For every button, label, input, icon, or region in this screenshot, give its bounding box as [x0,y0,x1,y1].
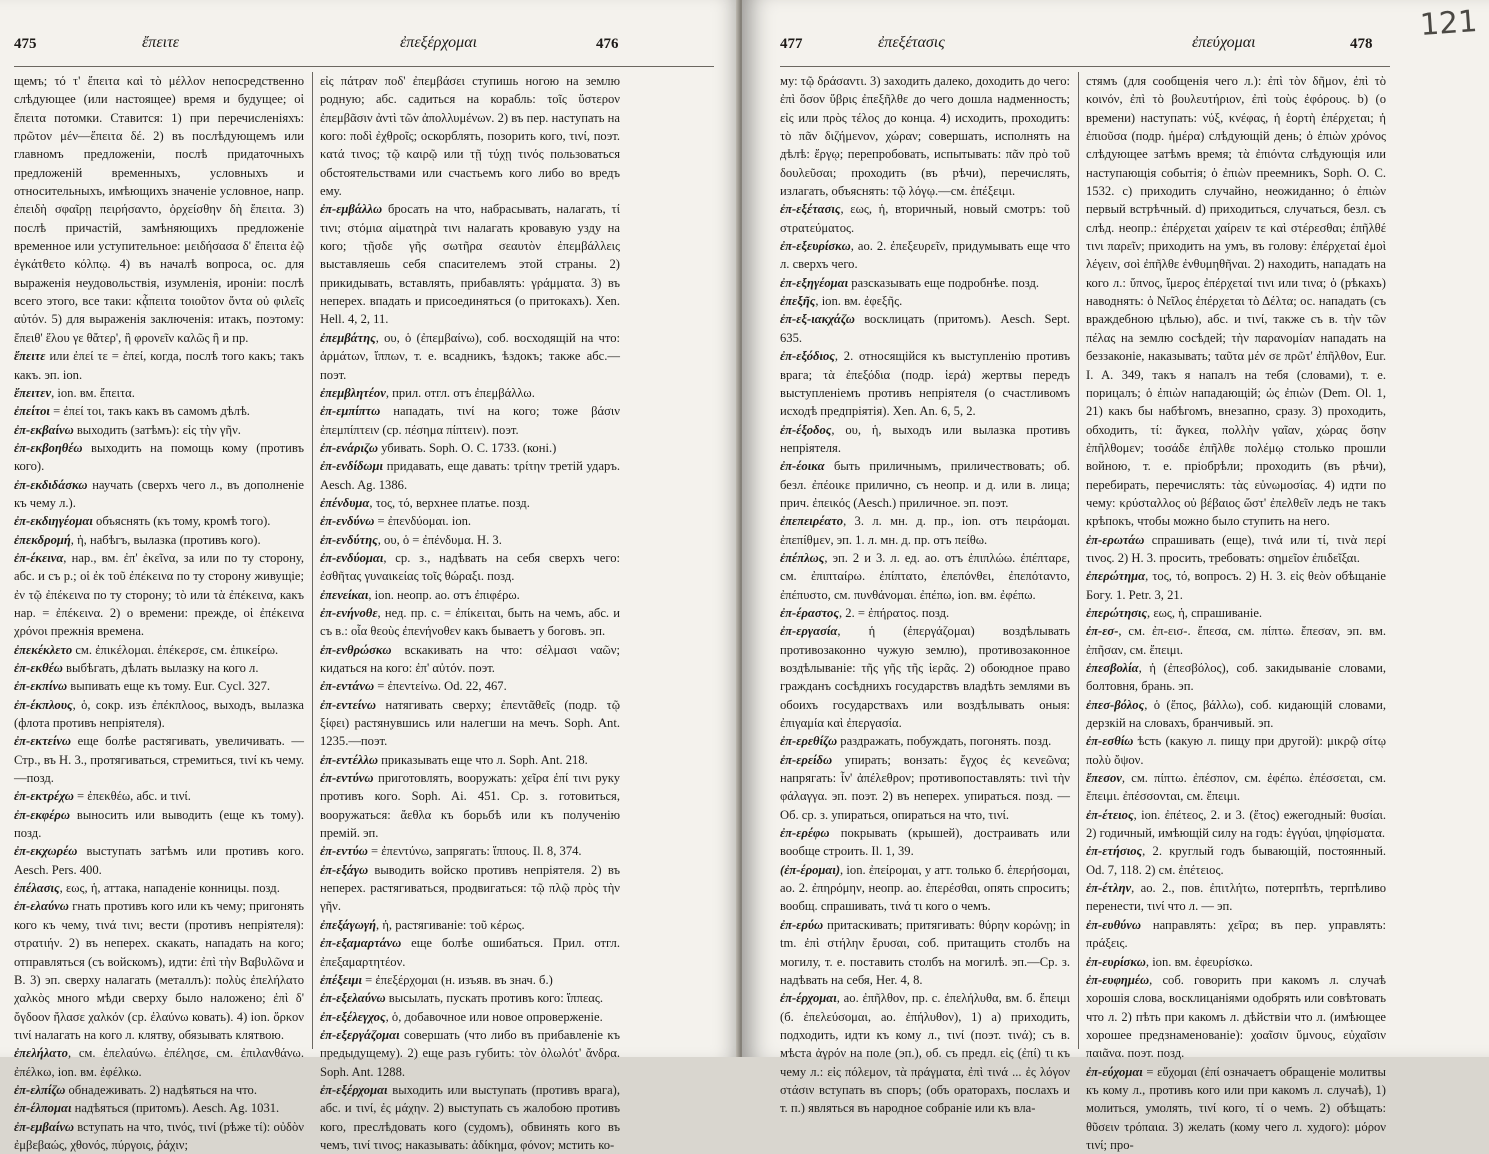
dictionary-entry: ἐπ-εκχωρέω выступать затѣмъ или противъ кого. Aesch. Pers. 400. [14,844,304,877]
dictionary-entry: ἐπ-ερύω притаскивать; притягивать: θύρην κορώνῃ; in tm. ἐπὶ στήλην ἔρυσαι, соб. притащить столбъ на могилу, т. е. поставить столбъ на могилѣ. эп.—Ср. з. надѣвать на себя, Her. 4, 8. [780,917,1070,987]
dictionary-entry: ἐπ-εκδιδάσκω научать (сверхъ чего л., въ дополненіе къ чему л.). [14,477,304,510]
dictionary-entry: ἐπέλασις, εως, ἡ, аттака, нападеніе конницы. позд. [14,881,280,896]
dictionary-entry: ἐπ-έτλην, ao. 2., пов. ἐπιτλήτω, потерпѣть, терпѣливо перенести, τινί что л. — эп. [1086,881,1386,914]
dictionary-entry: ἐπεκέκλετο см. ἐπικέλομαι. ἐπέκερσε, см. ἐπικείρω. [14,642,279,657]
left-page [0,0,740,1152]
dictionary-entry: ἐπ-εξεργάζομαι совершать (что либо въ прибавленіе къ предыдущему). 2) еще разъ губить: τὸν ὀλωλότ' ἄνδρα. Soph. Ant. 1288. [320,1027,620,1079]
dictionary-entry: ἐπ-έτειος, ion. ἐπέτεος, 2. и 3. (ἔτος) ежегодный: θυσίαι. 2) годичный, имѣющій силу на годъ: ἐγγύαι, ψηφίσματα. [1086,807,1386,841]
dictionary-entry: му: τῷ δράσαντι. 3) заходить далеко, доходить до чего: ἐπὶ ὅσον ὕβρις ἐπεξῆλθε до чего дошла надменность; εἰς или πρὸς τέλος до конца. 4) исходить, проходить: τὸ πᾶν διζήμενον, χώραν; совершать, исполнять на дѣлѣ: ἔργῳ; перепробовать, испытывать: πᾶν πρὸ τοῦ δουλεῦσαι; проходить (въ рѣчи), перечислять, излагать, объяснять: τῷ λόγῳ.—см. ἐπέξειμι. [780,74,1070,199]
header-rule [14,66,714,67]
dictionary-entry: ἐπεξῆς, ion. вм. ἐφεξῆς. [780,294,903,309]
dictionary-entry: ἐπ-έραστος, 2. = ἐπήρατος. позд. [780,605,950,620]
dictionary-entry: ἐπ-εξόδιος, 2. относящійся къ выступленію противъ врага; τὰ ἐπεξόδια (подр. ἱερά) жертвы передъ выступленіемъ противъ непріятеля (о счастливомъ исходѣ предпріятія). Xen. An. 6, 5, 2. [780,349,1070,419]
dictionary-entry: щемъ; τό τ' ἔπειτα καὶ τὸ μέλλον непосредственно слѣдующее (или настоящее) время и будущее; οἱ ἔπειτα потомки. Ставится: 1) при перечисленіяхъ: πρῶτον μέν—ἔπειτα δέ. 2) въ послѣдующемъ или главномъ предложеніи, послѣ придаточныхъ предложеній временныхъ, условныхъ и относительныхъ, имѣющихъ значеніе условное, напр. ἐπειδὴ σφαῖρῃ πειρήσαντο, ὀρχείσθην δὴ ἔπειτα. 3) послѣ причастій, замѣняющихъ предложеніе временное или уступительное: μειδήσασα δ' ἔπειτα ἑῷ ἐγκάτθετο κόλπῳ. 4) въ началѣ вопроса, ос. для выраженія неудовольствія, изумленія, ироніи: послѣ всего этого, все таки: κᾆπειτα τοιοῦτον ὄντα οὐ φιλεῖς αὐτόν. 5) для выраженія заключенія: итакъ, поэтому: ἔπειθ' ἕλου γε θἄτερ', ἢ φρονεῖν καλῶς ἢ и пр. [14,74,304,345]
dictionary-entry: ἐπ-ελαύνω гнать противъ кого или къ чему; пригонять кого къ чему, τινά τινι; вести (противъ непріятеля): στρατιήν. 2) въ неперех. скакать, нападать на кого; отправляться (съ войскомъ), идти: ἐπὶ τὴν Βαβυλῶνα и В. 3) эп. сверху налагать (металлъ): πολὺς ἐπελήλατο χαλκὸς много мѣди сверху было наложено; ἐπὶ δ' ὄγδοον ἤλασε χαλκόν (ср. ἐλαύνω ковать). 4) ion. ὅρκον τινί налагать на кого л. клятву, обязывать клятвою. [14,899,304,1042]
dictionary-entry: ἔπειτεν, ion. вм. ἔπειτα. [14,385,135,400]
dictionary-entry: ἐπέξειμι = ἐπεξέρχομαι (н. изъяв. въ знач. б.) [320,972,553,987]
dictionary-entry: ἐπ-εξέλεγχος, ὁ, добавочное или новое опроверженіе. [320,1009,603,1024]
dictionary-entry: ἐπ-ευφημέω, соб. говорить при какомъ л. случаѣ хорошія слова, восклицаніями одобрять или совѣтовать что л. 2) пѣть при какомъ л. дѣйствіи что л. (имѣющее хорошее предзнаменованіе): χοαῖσιν ὕμνους, εὐχαῖσιν παιᾶνα. поэт. позд. [1086,972,1386,1061]
dictionary-entry: ἐπ-ενδύομαι, ср. з., надѣвать на себя сверхъ чего: ἐσθῆτας γυναικείας τοῖς θώραξι. позд. [320,550,620,584]
running-head-right: ἐπεξέρχομαι [400,34,478,51]
dictionary-entry: ἐπ-εσθίω ѣсть (какую л. пищу при другой): μικρῷ σίτῳ πολὺ ὄψον. [1086,734,1386,767]
dictionary-entry: ἐπ-ερέφω покрывать (крышей), достраивать или вообще строить. Il. 1, 39. [780,826,1070,859]
dictionary-entry: ἐπ-εξηγέομαι разсказывать еще подробнѣе. позд. [780,275,1040,290]
column-divider [312,72,313,1049]
dictionary-entry: ἐπ-ενδύνω = ἐπενδύομαι. ion. [320,514,472,529]
dictionary-entry: ἐπ-εκτρέχω = ἐπεκθέω, абс. и τινί. [14,789,191,804]
dictionary-entry: ἐπ-έξοδος, ου, ἡ, выходъ или вылазка противъ непріятеля. [780,422,1070,455]
dictionary-entry: ἐπ-ενδύτης, ου, ὁ = ἐπένδυμα. Н. 3. [320,532,502,547]
dictionary-entry: ἐπεπειρέατο, 3. л. мн. д. пр., ion. отъ πειράομαι. ἐπεπίθμεν, эп. 1. л. мн. д. пр. отъ πείθω. [780,514,1070,547]
dictionary-entry: ἐπεσβολία, ἡ (ἐπεσβόλος), соб. закидываніе словами, болтовня, брань. эп. [1086,661,1386,694]
dictionary-entry: ἐπένδυμα, τος, τό, верхнее платье. позд. [320,495,530,510]
running-head-right: ἐπεύχομαι [1192,34,1256,51]
dictionary-entry: ἐπ-ευθύνω направлять: χεῖρα; въ пер. управлять: πράξεις. [1086,917,1386,951]
dictionary-entry: ἐπ-εξ-ιακχάζω восклицать (притомъ). Aesch. Sept. 635. [780,312,1070,345]
dictionary-entry: ἐπ-εντέλλω приказывать еще что л. Soph. Ant. 218. [320,752,588,767]
dictionary-entry: ἐπ-εξέτασις, εως, ἡ, вторичный, новый смотръ: τοῦ στρατεύματος. [780,202,1070,235]
running-head-left: ἐπεξέτασις [878,34,945,51]
dictionary-entry: (ἐπ-έρομαι), ion. ἐπείρομαι, у атт. только б. ἐπερήσομαι, ao. 2. ἐπηρόμην, неопр. ao. ἐπερέσθαι, опять спросить; вообщ. спрашивать, τινά τι кого о чемъ. [780,862,1070,914]
dictionary-entry: ἐπ-ερεθίζω раздражать, побуждать, погонять. позд. [780,734,1052,749]
dictionary-entry: ἐπ-ενδίδωμι придавать, еще давать: τρίτην третій ударъ. Aesch. Ag. 1386. [320,459,620,492]
column-divider [1078,72,1079,1049]
dictionary-entry: ἐπ-εντύω = ἐπεντύνω, запрягать: ἵππους. Il. 8, 374. [320,844,582,859]
dictionary-entry: ἐπερώτησις, εως, ἡ, спрашиваніе. [1086,605,1263,620]
dictionary-entry: ἐπ-εκβαίνω выходить (затѣмъ): εἰς τὴν γῆν. [14,422,241,437]
handwritten-page-mark: 121 [1418,4,1479,43]
page-number-476: 476 [596,36,619,52]
dictionary-entry: ἐπ-εκθέω выбѣгать, дѣлать вылазку на кого л. [14,661,259,675]
right-page [742,0,1489,1152]
dictionary-entry: ἐπ-εξάγω выводить войско противъ непріятеля. 2) въ неперех. растягиваться, продвигаться: τῷ πλῷ πρὸς τὴν γῆν. [320,862,620,914]
dictionary-entry: ἐπ-εκφέρω выносить или выводить (еще къ тому). позд. [14,807,304,841]
dictionary-entry: ἐπέπλως, эп. 2 и 3. л. ед. ao. отъ ἐπιπλώω. ἐπέπταρε, см. ἐπιπταίρω. ἐπίπτατο, ἐπεπόνθει, ἐπεπόταντο, ἐπέπυστο, см. πυνθάνομαι. ἐπέπω, ion. вм. ἐφέπω. [780,550,1070,602]
dictionary-entry: ἐπ-έοικα быть приличнымъ, приличествовать; об. безл. ἐπέοικε прилично, съ неопр. и д. или в. лица; прич. ἐπεικός (Aesch.) приличное. эп. поэт. [780,459,1070,510]
dictionary-entry: ἐπ-ευρίσκω, ion. вм. ἐφευρίσκω. [1086,954,1253,969]
dictionary-entry: ἐπ-έκεινα, нар., вм. ἐπ' ἐκεῖνα, за или по ту сторону, абс. и съ р.; οἱ ἐκ τοῦ ἐπέκεινα по ту сторону живущіе; ἐν τῷ ἐπέκεινα по ту сторону; τὸ или τὰ ἐπέκεινα, какъ нар. = ἐπέκεινα. 2) о времени: прежде, οἱ ἐπέκεινα χρόνοι прежнія времена. [14,550,304,639]
dictionary-entry: ἐπείτοι = ἐπεί τοι, такъ какъ въ самомъ дѣлѣ. [14,404,250,419]
dictionary-entry: ἐπ-εκτείνω еще болѣе растягивать, увеличивать. — Стр., въ Н. 3., протягиваться, стремиться, τινί къ чему.—позд. [14,734,304,786]
dictionary-entry: ἐπ-εκδιηγέομαι объяснять (къ тому, кромѣ того). [14,514,271,529]
dictionary-entry: ἐπ-εμπίπτω нападать, τινί на кого; тоже βάσιν ἐπεμπίπτειν (ср. πέσημα πίπτειν). поэт. [320,404,620,437]
dictionary-entry: ἐπ-εμβάλλω бросать на что, набрасывать, налагать, τί τινι; στόμια αἱματηρὰ τινι налагать кровавую узду на кого; τῇσδε γῆς σωτῆρα σεαυτὸν ἐπεμβάλλεις выставляешь себя спасителемъ этой страны. 2) прикидывать, вставлять, прибавлять: γράμματα. 3) въ неперех. впадать и присоединяться (о притокахъ). Xen. Hell. 4, 2, 11. [320,202,620,327]
dictionary-entry: ἐπεμβλητέον, прил. отгл. отъ ἐπεμβάλλω. [320,385,535,400]
dictionary-entry: ἐπ-εξελαύνω высылать, пускать противъ кого: ἵππεας. [320,991,603,1006]
dictionary-entry: ἐπ-εντάνω = ἐπεντείνω. Od. 22, 467. [320,679,507,694]
dictionary-entry: ἐπεκδρομή, ἡ, набѣгъ, вылазка (противъ кого). [14,532,261,547]
dictionary-entry: ἐπ-ενήνοθε, нед. пр. с. = ἐπίκειται, быть на чемъ, абс. и съ в.: οἷα θεοὺς ἐπενήνοθεν какъ бываетъ у боговъ. эп. [320,605,620,639]
dictionary-entry: ἐπ-ενθρώσκω вскакивать на что: σέλμασι ναῶν; кидаться на кого: ἐπ' αὐτόν. поэт. [320,642,620,675]
dictionary-entry: ἐπ-εξέρχομαι выходить или выступать (противъ врага), абс. и τινί, ἐς μάχην. 2) выступать съ жалобою противъ кого, преслѣдовать кого (судомъ), обвинять кого въ чемъ, τινί τινος; наказывать: ἀδίκημα, φόνον; мстить ко- [320,1082,620,1152]
dictionary-entry: ἔπεσον, см. πίπτω. ἐπέσπον, см. ἐφέπω. ἐπέσσεται, см. ἔπειμι. ἐπέσσονται, см. ἔπειμι. [1086,771,1386,804]
dictionary-entry: ἐπερώτημα, τος, τό, вопросъ. 2) Н. 3. εἰς θεὸν обѣщаніе Богу. 1. Petr. 3, 21. [1086,569,1386,602]
column-1 [14,72,304,1152]
page-number-478: 478 [1350,36,1373,52]
dictionary-entry: ἐπελήλατο, см. ἐπελαύνω. ἐπέλησε, см. ἐπιλανθάνω. ἐπέλκω, ion. вм. ἐφέλκω. [14,1046,304,1079]
dictionary-entry: ἐπ-ερωτάω спрашивать (еще), τινά или τί, τινὰ περί τινος. 2) Н. 3. просить, требовать: σημεῖον ἐπιδεῖξαι. [1086,532,1386,565]
dictionary-entry: ἐπ-εκπίνω выпивать еще къ тому. Eur. Cycl. 327. [14,679,271,694]
dictionary-entry: стямъ (для сообщенія чего л.): ἐπὶ τὸν δῆμον, ἐπὶ τὸ κοινόν, ἐπὶ τὸ βουλευτήριον, ἐπὶ τοὺς ἐφόρους. b) (о времени) наступать: νύξ, κνέφας, ἡ ἑορτὴ ἐπέρχεται; ἡ ἐπιοῦσα (подр. ἡμέρα) слѣдующій день; ὁ ἐπιὼν χρόνος слѣдующее затѣмъ время; τὰ ἐπιόντα слѣдующія или наступающія событія; ὁ ἐπιὼν преемникъ, Soph. O. C. 1532. c) приходить случайно, неожиданно; ὁ ἐπιὼν первый встрѣчный. d) приходиться, случаться, безл. съ слѣд. неопр.: ἐπέρχεται χαίρειν τε καὶ στέρεσθαι; ἐπῆλθέ τινι παρεῖν; приходить на умъ, въ голову: ἐπέρχεταί ἐμοὶ λέγειν, σοὶ ἐπῆλθε ἐνθυμηθῆναι. 2) находить, нападать на кого л.: ὕπνος, ἵμερος ἐπέρχεταί τινι или τινα; ὁ (рѣкахъ) наводнять: ὁ Νεῖλος ἐπέρχεται τὸ Δέλτα; ос. нападать (съ враждебною цѣлью), абс. и τινί, также съ в. τὴν τῶν πέλας на землю сосѣдей; τὴν παρανομίαν нападать на беззаконіе, наказывать; ταῦτα μέν σε πρῶτ' ἐπῆλθον, Eur. I. A. 349, такъ я напалъ на тебя (словами), т. е. порицалъ; ὁ ἐπιὼν нападающій; ὡς ἐπιὼν (Dem. Ol. 1, 21) какъ бы набѣгомъ, внезапно, сразу. 3) проходить, обходить, τί: ἄγκεα, πολλὴν γαῖαν, χώρας ὅσην ἐπῆλθομεν; τοσάδε ἐπῆλθε πολέμῳ столько прошли войною, т. е. пріобрѣли; проходить (въ рѣчи), перебирать, перечислять: τὰς εὐνωμοσίας. 4) идти по чему: κρύσταλλος οὐ βέβαιος ὥστ' ἐπελθεῖν ледъ не такъ крѣпокъ, чтобы можно было ступить на него. [1086,74,1386,529]
dictionary-entry: ἐπ-εσ-, см. ἐπ-εισ-. ἔπεσα, см. πίπτω. ἔπεσαν, эп. вм. ἐπῆσαν, см. ἔπειμι. [1086,624,1386,657]
column-3 [780,72,1070,1116]
dictionary-entry: ἐπ-εντύνω приготовлять, вооружать: χεῖρα ἐπί τινι руку противъ кого. Soph. Ai. 451. Ср. з. готовиться, вооружаться: ἄεθλα къ борьбѣ или къ полученію премій. эп. [320,771,620,841]
dictionary-entry: ἐπ-εμβαίνω вступать на что, τινός, τινί (рѣже τί): οὐδὸν ἐμβεβαώς, χθονός, πύργοις, ῥάχιν; [14,1119,304,1152]
column-4 [1086,72,1386,1152]
dictionary-entry: ἐπ-έκπλους, ὁ, сокр. изъ ἐπέκπλοος, выходъ, вылазка (флота противъ непріятеля). [14,697,304,731]
dictionary-entry: ἐπεμβάτης, ου, ὁ (ἐπεμβαίνω), соб. восходящій на что: ἁρμάτων, ἵππων, т. е. всадникъ, ѣздокъ; также абс.—поэт. [320,330,620,382]
page-number-475: 475 [14,36,37,52]
dictionary-entry: ἐπ-εξευρίσκω, ao. 2. ἐπεξευρεῖν, придумывать еще что л. сверхъ чего. [780,239,1070,272]
dictionary-entry: εἰς πάτραν ποδ' ἐπεμβάσει ступишь ногою на землю родную; абс. садиться на корабль: τοῖς ὕστερον ἐπεμβᾶσιν ἀντὶ τῶν ἀπολλυμένων. 2) въ пер. наступать на кого: ποδὶ ἐχθροῖς; оскорблять, позорить кого, τινί, поэт. κατά τινος; τῷ καιρῷ или τῇ τύχῃ τινός пользоваться обстоятельствами или счастьемъ кого либо во вредъ ему. [320,74,620,199]
header-rule [780,66,1390,67]
dictionary-entry: ἐπ-έλπομαι надѣяться (притомъ). Aesch. Ag. 1031. [14,1101,280,1116]
running-head-left: ἔπειτε [142,34,180,51]
dictionary-entry: ἐπενείκαι, ion. неопр. ao. отъ ἐπιφέρω. [320,587,520,602]
dictionary-entry: ἐπ-ερείδω упирать; вонзать: ἔγχος ἐς κενεῶνα; напрягать: ἶν' ἀπέλεθρον; противопоставлять: τινὶ τὴν φάλαγγα. эп. поэт. 2) въ неперех. упираться. позд. — Об. ср. з. упираться, опираться на что, τινί. [780,752,1070,822]
dictionary-entry: ἐπ-εκβοηθέω выходить на помощь кому (противъ кого). [14,440,304,474]
dictionary-entry: ἐπ-ενάριζω убивать. Soph. O. C. 1733. (коні.) [320,440,557,455]
column-2 [320,72,620,1152]
dictionary-entry: ἐπ-εξαμαρτάνω еще болѣе ошибаться. Прил. отгл. ἐπεξαμαρτητέον. [320,936,620,969]
dictionary-entry: ἔπειτε или ἐπεί τε = ἐπεί, когда, послѣ того какъ; такъ какъ. эп. ion. [14,349,304,382]
dictionary-entry: ἐπεξάγωγή, ἡ, растягиваніе: τοῦ κέρως. [320,917,525,932]
dictionary-entry: ἐπ-εύχομαι = εὔχομαι (ἐπί означаетъ обращеніе молитвы къ кому л., противъ кого или при какомъ л. случаѣ), 1) молиться, умолять, τινί кого, τί о чемъ. 2) обѣщать: θῦσειν τρόπαια. 3) желать (кому чего л. худого): μόρον τινί; про- [1086,1064,1386,1152]
dictionary-entry: ἐπεσ-βόλος, ὁ (ἔπος, βάλλω), соб. кидающій словами, дерзкій на словахъ, бранчивый. эп. [1086,697,1386,731]
dictionary-entry: ἐπ-ελπίζω обнадеживать. 2) надѣяться на что. [14,1082,257,1097]
dictionary-entry: ἐπ-ετήσιος, 2. круглый годъ бывающій, постоянный. Od. 7, 118. 2) см. ἐπέτειος. [1086,844,1386,877]
page-number-477: 477 [780,36,803,52]
dictionary-entry: ἐπ-εντείνω натягивать сверху; ἐπεντᾶθεῖς (подр. τῷ ξίφει) растянувшись или налегши на мечъ. Soph. Ant. 1235.—поэт. [320,697,620,749]
dictionary-entry: ἐπ-εργασία, ἡ (ἐπεργάζομαι) воздѣлывать противозаконно чужую землю), противозаконное воздѣлываніе: τῆς γῆς τῆς ἱερᾶς. 2) обоюдное право гражданъ сосѣднихъ государствъ владѣть землями въ обоихъ государствахъ или воздѣлывать оныя: ἐπιγαμία καὶ ἐπεργασία. [780,624,1070,731]
dictionary-entry: ἐπ-έρχομαι, ao. ἐπῆλθον, пр. с. ἐπελήλυθα, вм. б. ἔπειμι (б. ἐπελεύσομαι, ao. ἐπήλυθον), 1) а) приходить, подходить, идти къ кому л., τινί (поэт. τινά); съ в. мѣста ἀγρόν на поле (эп.), об. съ предл. εἰς (ἐπί) τι къ чему л.: εἰς πόλεμον, τὰ πράγματα, ἐπὶ τινά ... ἐς λόγον στάσιν вступать въ споръ; (объ ораторахъ, послахъ и т. п.) являться въ народное собраніе или къ вла- [780,991,1070,1116]
